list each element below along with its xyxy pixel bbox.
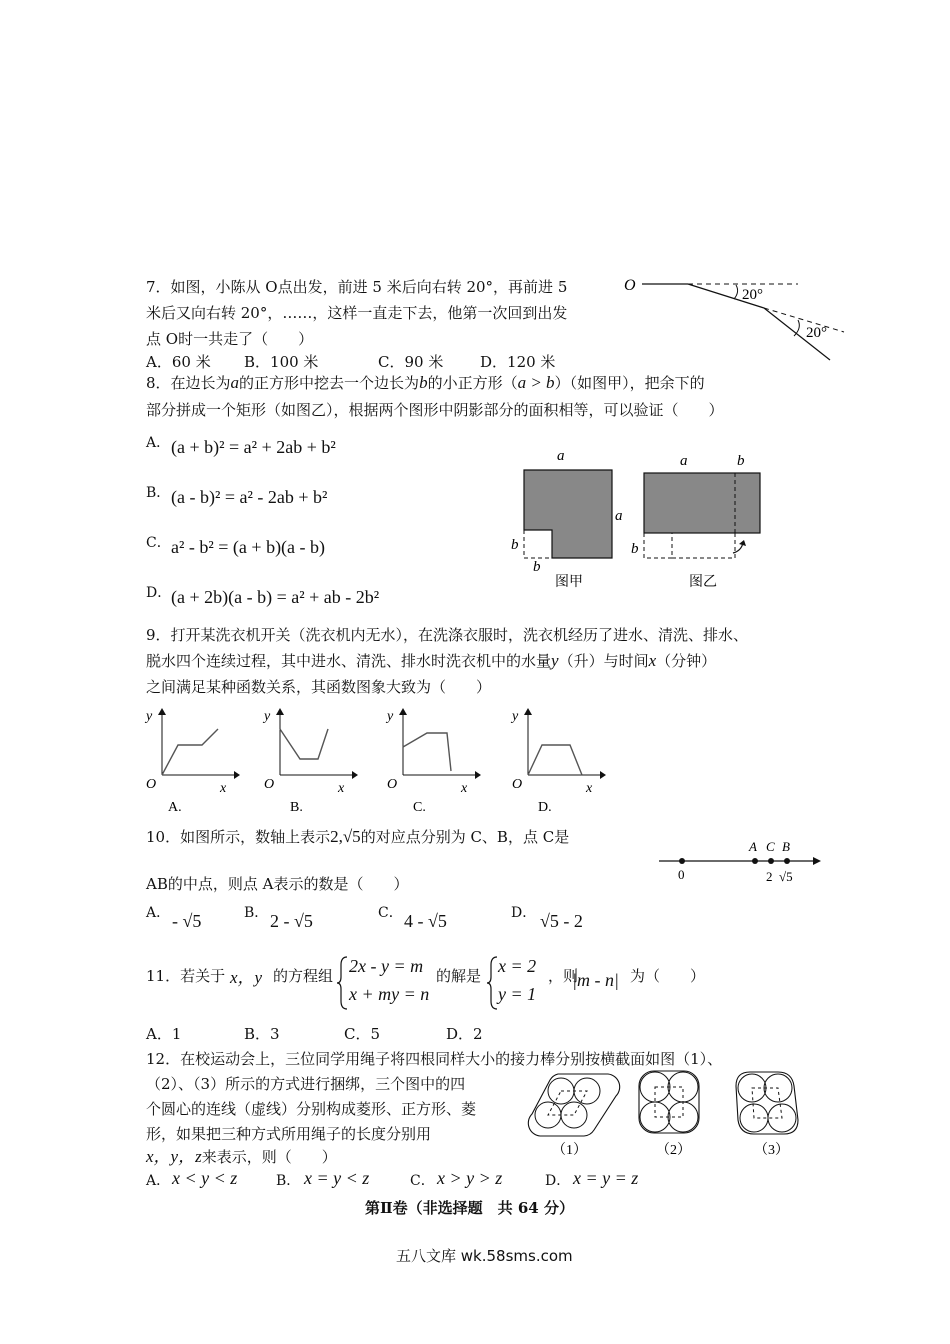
q8-jia-bottom: b	[533, 559, 541, 575]
q9-graph-c	[383, 705, 483, 815]
q11-pre: 11．若关于	[146, 967, 226, 985]
svg-text:O: O	[387, 777, 398, 792]
svg-text:C: C	[766, 839, 775, 854]
svg-text:y: y	[146, 709, 153, 724]
q11-sol1: x = 2	[498, 956, 537, 976]
q7-line1: 7．如图，小陈从 O点出发，前进 5 米后向右转 20°，再前进 5	[146, 278, 568, 296]
q11-option-d: D．2	[446, 1025, 483, 1043]
q10-option-d: √5 - 2	[540, 911, 583, 931]
q11-vars: x，y	[230, 968, 263, 987]
svg-text:y: y	[512, 709, 519, 724]
q10-number-line	[655, 835, 830, 885]
svg-text:x: x	[338, 781, 345, 796]
q10-option-b: 2 - √5	[270, 911, 313, 931]
q10-label-c: C．	[378, 905, 403, 921]
svg-text:y: y	[264, 709, 271, 724]
q8-label-d: D．	[146, 585, 172, 601]
q8-jia-right: a	[615, 508, 623, 524]
q7-option-b: B．100 米	[244, 353, 319, 371]
q10-option-c: 4 - √5	[404, 911, 447, 931]
q11-brace-system	[337, 955, 349, 1011]
svg-text:B: B	[782, 839, 790, 854]
q8-formula-b: (a - b)² = a² - 2ab + b²	[171, 487, 328, 507]
svg-text:x: x	[461, 781, 468, 796]
svg-text:（3）: （3）	[754, 1143, 789, 1158]
q12-line3: 个圆心的连线（虚线）分别构成菱形、正方形、菱	[146, 1100, 477, 1118]
q8-yi-top-a: a	[680, 453, 688, 469]
svg-text:x: x	[220, 781, 227, 796]
q9-graph-label-c: C.	[413, 800, 426, 815]
q10-line1: 10．如图所示，数轴上表示2,√5的对应点分别为 C、B，点 C是	[146, 827, 570, 846]
q12-line5: x，y，z来表示，则（ ）	[146, 1147, 337, 1166]
q9-graph-b	[260, 705, 360, 815]
q11-option-b: B．3	[244, 1025, 280, 1043]
q11-eq1: 2x - y = m	[349, 956, 424, 976]
q8-line1: 8．在边长为a的正方形中挖去一个边长为b的小正方形（a > b）（如图甲），把余下的	[146, 373, 705, 392]
svg-text:A: A	[749, 839, 757, 854]
q7-fig-angle1: 20°	[742, 287, 763, 303]
q8-label-c: C．	[146, 535, 171, 551]
q11-expr: |m - n|	[572, 970, 619, 990]
svg-text:O: O	[512, 777, 523, 792]
q8-label-a: A．	[146, 435, 171, 451]
q12-figure-2	[636, 1068, 711, 1163]
q7-line2: 米后又向右转 20°，……，这样一直走下去，他第一次回到出发	[146, 304, 568, 322]
q9-graph-label-d: D.	[538, 800, 552, 815]
q10-label-a: A．	[146, 905, 171, 921]
q8-label-b: B．	[146, 485, 171, 501]
q11-option-c: C．5	[344, 1025, 381, 1043]
footer-watermark: 五八文库 wk.58sms.com	[396, 1247, 573, 1265]
q11-mid3: ，则	[548, 967, 579, 985]
q8-formula-c: a² - b² = (a + b)(a - b)	[171, 537, 326, 557]
section-title: 第Ⅱ卷（非选择题 共 64 分）	[365, 1199, 574, 1217]
q10-label-d: D．	[511, 905, 537, 921]
q11-mid2: 的解是	[436, 967, 482, 985]
q10-line2: AB的中点，则点 A表示的数是（ ）	[146, 875, 409, 893]
svg-text:x: x	[586, 781, 593, 796]
q11-mid: 的方程组	[273, 967, 334, 985]
q8-jia-left: b	[511, 537, 519, 553]
q12-option-b: x = y < z	[304, 1168, 370, 1188]
q11-option-a: A．1	[146, 1025, 182, 1043]
q9-line1: 9．打开某洗衣机开关（洗衣机内无水），在洗涤衣服时，洗衣机经历了进水、清洗、排水、	[146, 626, 749, 644]
q12-option-c: x > y > z	[437, 1168, 503, 1188]
q11-eq2: x + my = n	[349, 984, 430, 1004]
svg-text:（2）: （2）	[656, 1143, 691, 1158]
q12-line4: 形，如果把三种方式所用绳子的长度分别用	[146, 1125, 432, 1143]
svg-text:√5: √5	[779, 869, 793, 884]
svg-text:y: y	[387, 709, 394, 724]
q7-option-c: C．90 米	[378, 353, 444, 371]
svg-text:O: O	[264, 777, 275, 792]
q9-graph-label-a: A.	[168, 800, 182, 815]
svg-text:2: 2	[766, 869, 773, 884]
q7-option-d: D．120 米	[480, 353, 556, 371]
q7-line3: 点 O时一共走了（ ）	[146, 330, 314, 348]
q12-figure-3	[732, 1068, 812, 1163]
q9-graph-d	[508, 705, 608, 815]
q12-label-a: A．	[146, 1173, 171, 1189]
q10-label-b: B．	[244, 905, 269, 921]
q8-formula-a: (a + b)² = a² + 2ab + b²	[171, 437, 336, 457]
q8-figure-yi	[625, 445, 775, 590]
q11-sol2: y = 1	[498, 984, 537, 1004]
q12-figure-1	[528, 1070, 623, 1160]
q8-yi-left: b	[631, 541, 639, 557]
svg-text:O: O	[146, 777, 157, 792]
q7-fig-o: O	[624, 277, 636, 294]
q9-line3: 之间满足某种函数关系，其函数图象大致为（ ）	[146, 678, 492, 696]
q7-path-figure	[620, 270, 850, 370]
q12-label-b: B．	[276, 1173, 301, 1189]
q12-label-d: D．	[545, 1173, 571, 1189]
q7-fig-angle2: 20°	[806, 325, 827, 341]
q8-yi-caption: 图乙	[689, 575, 717, 590]
q11-post: 为（ ）	[630, 967, 706, 985]
q8-yi-top-b: b	[737, 453, 745, 469]
q8-jia-caption: 图甲	[555, 575, 583, 590]
q7-option-a: A．60 米	[146, 353, 211, 371]
q12-option-a: x < y < z	[172, 1168, 238, 1188]
svg-text:（1）: （1）	[552, 1143, 587, 1158]
q12-line2: （2）、（3）所示的方式进行捆绑，三个图中的四	[146, 1075, 466, 1093]
q12-line1: 12．在校运动会上，三位同学用绳子将四根同样大小的接力棒分别按横截面如图（1）、	[146, 1050, 723, 1068]
svg-text:0: 0	[678, 867, 685, 882]
q9-graph-label-b: B.	[290, 800, 303, 815]
q9-graph-a	[142, 705, 242, 815]
q8-figure-jia	[505, 445, 635, 590]
q9-line2: 脱水四个连续过程，其中进水、清洗、排水时洗衣机中的水量y（升）与时间x（分钟）	[146, 651, 717, 670]
q8-jia-top: a	[557, 448, 565, 464]
q8-formula-d: (a + 2b)(a - b) = a² + ab - 2b²	[171, 587, 380, 607]
q10-option-a: - √5	[172, 911, 202, 931]
q8-line2: 部分拼成一个矩形（如图乙），根据两个图形中阴影部分的面积相等，可以验证（ ）	[146, 401, 724, 419]
q12-option-d: x = y = z	[573, 1168, 639, 1188]
q12-label-c: C．	[410, 1173, 435, 1189]
